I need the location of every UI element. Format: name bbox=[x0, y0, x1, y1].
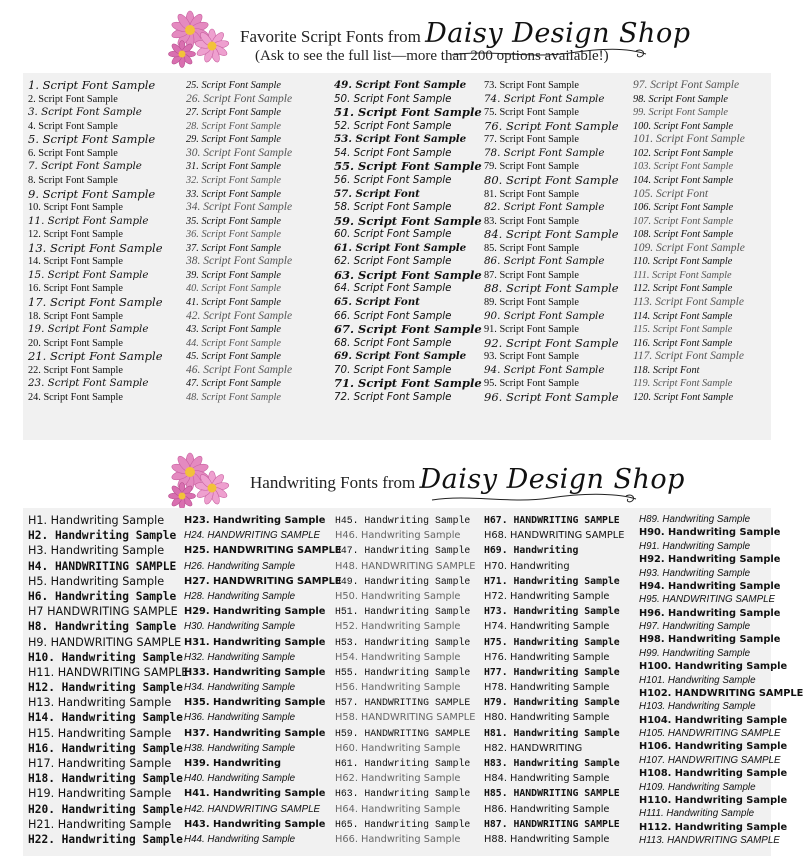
script-font-sample: 117. Script Font Sample bbox=[633, 350, 744, 363]
script-font-sample: 86. Script Font Sample bbox=[484, 255, 605, 268]
handwriting-font-sample: H106. Handwriting Sample bbox=[639, 741, 788, 753]
script-font-sample: 90. Script Font Sample bbox=[484, 309, 605, 322]
handwriting-font-sample: H28. Handwriting Sample bbox=[184, 590, 296, 602]
script-font-sample: 50. Script Font Sample bbox=[334, 92, 452, 105]
script-font-sample: 108. Script Font Sample bbox=[633, 229, 734, 241]
handwriting-font-sample: H83. Handwriting Sample bbox=[484, 758, 620, 769]
script-font-sample: 55. Script Font Sample bbox=[334, 159, 482, 174]
handwriting-font-sample: H95. HANDWRITING SAMPLE bbox=[639, 594, 776, 606]
script-font-sample: 88. Script Font Sample bbox=[484, 281, 619, 296]
handwriting-font-sample: H64. Handwriting Sample bbox=[335, 803, 461, 815]
handwriting-font-sample: H56. Handwriting Sample bbox=[335, 682, 461, 694]
handwriting-font-sample: H80. Handwriting Sample bbox=[484, 712, 610, 724]
script-font-sample: 75. Script Font Sample bbox=[484, 107, 579, 119]
script-font-sample: 57. Script Font bbox=[334, 187, 420, 200]
handwriting-font-sample: H19. Handwriting Sample bbox=[28, 787, 172, 801]
script-font-sample: 23. Script Font Sample bbox=[28, 377, 149, 390]
handwriting-title-prefix: Handwriting Fonts from bbox=[250, 473, 416, 492]
script-font-sample: 10. Script Font Sample bbox=[28, 202, 123, 214]
script-font-sample: 49. Script Font Sample bbox=[334, 79, 467, 91]
handwriting-font-sample: H79. Handwriting Sample bbox=[484, 697, 620, 709]
handwriting-font-sample: H111. Handwriting Sample bbox=[639, 808, 755, 820]
handwriting-font-sample: H63. Handwriting Sample bbox=[335, 788, 471, 800]
script-font-sample: 77. Script Font Sample bbox=[484, 134, 579, 146]
handwriting-fonts-header bbox=[0, 448, 794, 508]
handwriting-font-sample: H42. HANDWRITING SAMPLE bbox=[184, 803, 321, 815]
script-title-prefix: Favorite Script Fonts from bbox=[240, 27, 421, 46]
handwriting-font-sample: H84. Handwriting Sample bbox=[484, 773, 610, 785]
handwriting-font-sample: H98. Handwriting Sample bbox=[639, 634, 781, 646]
handwriting-font-sample: H27. HANDWRITING SAMPLE bbox=[184, 575, 342, 587]
handwriting-font-sample: H86. Handwriting Sample bbox=[484, 803, 610, 815]
handwriting-font-sample: H15. Handwriting Sample bbox=[28, 726, 172, 740]
handwriting-font-sample: H72. Handwriting Sample bbox=[484, 590, 610, 602]
handwriting-font-sample: H48. HANDWRITING SAMPLE bbox=[335, 560, 476, 572]
script-column-2 bbox=[186, 79, 334, 405]
handwriting-font-sample: H71. Handwriting Sample bbox=[484, 575, 620, 587]
handwriting-font-sample: H113. HANDWRITING SAMPLE bbox=[639, 835, 780, 846]
handwriting-font-sample: H35. Handwriting Sample bbox=[184, 697, 326, 709]
handwriting-font-sample: H13. Handwriting Sample bbox=[28, 696, 172, 710]
script-font-sample: 97. Script Font Sample bbox=[633, 79, 740, 91]
handwriting-font-sample: H68. HANDWRITING SAMPLE bbox=[484, 530, 625, 542]
swirl-flourish-icon bbox=[430, 492, 640, 506]
handwriting-font-sample: H9. HANDWRITING SAMPLE bbox=[28, 635, 182, 649]
script-font-sample: 83. Script Font Sample bbox=[484, 215, 579, 227]
handwriting-title bbox=[250, 464, 685, 495]
script-font-sample: 113. Script Font Sample bbox=[633, 296, 744, 308]
script-font-sample: 28. Script Font Sample bbox=[186, 120, 281, 132]
script-column-1 bbox=[28, 79, 176, 405]
handwriting-font-sample: H30. Handwriting Sample bbox=[184, 621, 296, 633]
script-font-sample: 41. Script Font Sample bbox=[186, 297, 281, 308]
script-column-4 bbox=[484, 79, 632, 405]
script-font-sample: 4. Script Font Sample bbox=[28, 120, 118, 132]
script-font-sample: 116. Script Font Sample bbox=[633, 337, 733, 349]
script-font-sample: 26. Script Font Sample bbox=[186, 92, 293, 105]
handwriting-font-sample: H26. Handwriting Sample bbox=[184, 560, 296, 572]
script-font-sample: 118. Script Font bbox=[633, 364, 700, 376]
script-font-sample: 17. Script Font Sample bbox=[28, 295, 163, 309]
handwriting-column-2 bbox=[184, 513, 342, 847]
script-font-sample: 44. Script Font Sample bbox=[186, 337, 281, 349]
script-font-sample: 37. Script Font Sample bbox=[186, 242, 281, 254]
handwriting-font-sample: H24. HANDWRITING SAMPLE bbox=[184, 530, 321, 542]
script-font-sample: 78. Script Font Sample bbox=[484, 146, 605, 159]
handwriting-font-sample: H65. Handwriting Sample bbox=[335, 818, 471, 830]
script-font-sample: 68. Script Font Sample bbox=[334, 336, 452, 349]
script-font-sample: 99. Script Font Sample bbox=[633, 107, 728, 119]
script-font-sample: 18. Script Font Sample bbox=[28, 310, 123, 322]
script-font-sample: 115. Script Font Sample bbox=[633, 324, 733, 336]
handwriting-font-sample: H70. Handwriting bbox=[484, 560, 570, 572]
script-font-sample: 33. Script Font Sample bbox=[186, 188, 281, 200]
script-font-sample: 91. Script Font Sample bbox=[484, 324, 579, 336]
handwriting-font-sample: H7 HANDWRITING SAMPLE bbox=[28, 605, 178, 619]
script-font-sample: 85. Script Font Sample bbox=[484, 242, 579, 254]
handwriting-font-sample: H78. Handwriting Sample bbox=[484, 682, 610, 694]
handwriting-font-sample: H38. Handwriting Sample bbox=[184, 742, 296, 754]
script-font-sample: 107. Script Font Sample bbox=[633, 215, 734, 227]
handwriting-font-sample: H100. Handwriting Sample bbox=[639, 661, 788, 673]
handwriting-font-sample: H99. Handwriting Sample bbox=[639, 647, 751, 659]
handwriting-font-sample: H3. Handwriting Sample bbox=[28, 544, 165, 558]
handwriting-font-sample: H46. Handwriting Sample bbox=[335, 530, 461, 542]
handwriting-font-sample: H47. Handwriting Sample bbox=[335, 545, 471, 557]
script-font-sample: 6. Script Font Sample bbox=[28, 147, 118, 159]
script-font-sample: 111. Script Font Sample bbox=[633, 269, 732, 281]
script-font-sample: 45. Script Font Sample bbox=[186, 351, 281, 363]
handwriting-font-sample: H5. Handwriting Sample bbox=[28, 574, 165, 588]
script-font-sample: 102. Script Font Sample bbox=[633, 147, 734, 159]
script-font-sample: 79. Script Font Sample bbox=[484, 161, 579, 173]
handwriting-font-sample: H1. Handwriting Sample bbox=[28, 514, 165, 527]
script-font-sample: 71. Script Font Sample bbox=[334, 376, 482, 391]
script-font-sample: 58. Script Font Sample bbox=[334, 201, 452, 214]
script-font-sample: 61. Script Font Sample bbox=[334, 241, 467, 254]
script-font-sample: 47. Script Font Sample bbox=[186, 378, 281, 390]
handwriting-font-sample: H21. Handwriting Sample bbox=[28, 817, 172, 831]
script-font-sample: 24. Script Font Sample bbox=[28, 391, 123, 403]
script-font-sample: 21. Script Font Sample bbox=[28, 349, 163, 364]
handwriting-font-sample: H49. Handwriting Sample bbox=[335, 575, 471, 587]
script-font-sample: 114. Script Font Sample bbox=[633, 310, 733, 322]
script-subtitle: (Ask to see the full list—more than 200 options available!) bbox=[255, 48, 609, 64]
handwriting-font-sample: H57. HANDWRITING SAMPLE bbox=[335, 697, 471, 709]
handwriting-font-sample: H34. Handwriting Sample bbox=[184, 682, 296, 694]
script-font-sample: 27. Script Font Sample bbox=[186, 107, 281, 119]
script-font-sample: 70. Script Font Sample bbox=[334, 363, 452, 376]
handwriting-font-sample: H25. HANDWRITING SAMPLE bbox=[184, 545, 342, 557]
handwriting-font-sample: H45. Handwriting Sample bbox=[335, 515, 471, 526]
handwriting-font-sample: H53. Handwriting Sample bbox=[335, 636, 471, 648]
handwriting-font-sample: H94. Handwriting Sample bbox=[639, 580, 781, 592]
script-font-sample: 20. Script Font Sample bbox=[28, 337, 123, 349]
script-font-sample: 112. Script Font Sample bbox=[633, 283, 733, 295]
script-font-sample: 7. Script Font Sample bbox=[28, 160, 142, 173]
script-font-sample: 16. Script Font Sample bbox=[28, 283, 123, 295]
script-font-sample: 62. Script Font Sample bbox=[334, 255, 452, 268]
script-font-sample: 2. Script Font Sample bbox=[28, 93, 118, 105]
script-font-sample: 54. Script Font Sample bbox=[334, 146, 452, 159]
handwriting-font-sample: H50. Handwriting Sample bbox=[335, 590, 461, 602]
script-font-sample: 104. Script Font Sample bbox=[633, 174, 734, 186]
handwriting-font-sample: H52. Handwriting Sample bbox=[335, 621, 461, 633]
script-font-sample: 101. Script Font Sample bbox=[633, 133, 745, 146]
script-font-sample: 81. Script Font Sample bbox=[484, 188, 579, 200]
handwriting-font-sample: H29. Handwriting Sample bbox=[184, 606, 326, 618]
script-font-sample: 32. Script Font Sample bbox=[186, 174, 281, 186]
handwriting-font-sample: H87. HANDWRITING SAMPLE bbox=[484, 818, 620, 830]
script-font-sample: 9. Script Font Sample bbox=[28, 186, 156, 201]
handwriting-font-sample: H2. Handwriting Sample bbox=[28, 529, 177, 543]
handwriting-font-sample: H110. Handwriting Sample bbox=[639, 794, 788, 806]
script-column-3 bbox=[334, 79, 482, 405]
script-font-sample: 11. Script Font Sample bbox=[28, 214, 149, 227]
handwriting-font-sample: H76. Handwriting Sample bbox=[484, 651, 610, 663]
script-font-sample: 56. Script Font Sample bbox=[334, 173, 452, 186]
handwriting-font-sample: H16. Handwriting Sample bbox=[28, 741, 183, 755]
script-title bbox=[240, 18, 690, 49]
script-font-sample: 98. Script Font Sample bbox=[633, 93, 728, 105]
script-font-sample: 109. Script Font Sample bbox=[633, 241, 745, 254]
script-font-sample: 65. Script Font bbox=[334, 296, 420, 308]
brand-logo: Daisy Design Shop bbox=[425, 18, 691, 49]
script-font-sample: 38. Script Font Sample bbox=[186, 255, 293, 268]
handwriting-font-sample: H4. HANDWRITING SAMPLE bbox=[28, 559, 177, 573]
handwriting-font-sample: H77. Handwriting Sample bbox=[484, 666, 620, 678]
brand-logo: Daisy Design Shop bbox=[419, 464, 685, 495]
script-font-sample: 59. Script Font Sample bbox=[334, 213, 482, 228]
script-font-sample: 3. Script Font Sample bbox=[28, 106, 142, 119]
script-font-sample: 51. Script Font Sample bbox=[334, 105, 482, 120]
script-font-sample: 53. Script Font Sample bbox=[334, 133, 467, 146]
script-font-sample: 63. Script Font Sample bbox=[334, 267, 482, 282]
handwriting-font-sample: H73. Handwriting Sample bbox=[484, 606, 620, 618]
script-font-sample: 106. Script Font Sample bbox=[633, 202, 734, 214]
script-font-sample: 76. Script Font Sample bbox=[484, 118, 619, 133]
handwriting-font-sample: H66. Handwriting Sample bbox=[335, 833, 461, 845]
script-font-sample: 64. Script Font Sample bbox=[334, 282, 452, 295]
script-font-sample: 120. Script Font Sample bbox=[633, 391, 734, 403]
script-column-5 bbox=[633, 79, 771, 405]
script-font-sample: 72. Script Font Sample bbox=[334, 390, 452, 403]
handwriting-font-sample: H23. Handwriting Sample bbox=[184, 515, 326, 526]
handwriting-font-sample: H6. Handwriting Sample bbox=[28, 589, 177, 603]
handwriting-font-sample: H12. Handwriting Sample bbox=[28, 681, 183, 695]
script-font-sample: 8. Script Font Sample bbox=[28, 174, 118, 186]
handwriting-font-sample: H10. Handwriting Sample bbox=[28, 650, 183, 664]
handwriting-font-sample: H14. Handwriting Sample bbox=[28, 711, 183, 725]
handwriting-font-sample: H43. Handwriting Sample bbox=[184, 818, 326, 830]
handwriting-font-sample: H20. Handwriting Sample bbox=[28, 802, 183, 816]
script-font-sample: 67. Script Font Sample bbox=[334, 322, 482, 337]
handwriting-font-sample: H51. Handwriting Sample bbox=[335, 606, 471, 618]
handwriting-font-sample: H11. HANDWRITING SAMPLE bbox=[28, 665, 189, 679]
handwriting-font-sample: H103. Handwriting Sample bbox=[639, 701, 756, 713]
script-font-sample: 22. Script Font Sample bbox=[28, 364, 123, 376]
script-font-sample: 103. Script Font Sample bbox=[633, 161, 734, 173]
handwriting-font-sample: H40. Handwriting Sample bbox=[184, 773, 296, 785]
handwriting-font-sample: H55. Handwriting Sample bbox=[335, 666, 471, 678]
handwriting-font-sample: H96. Handwriting Sample bbox=[639, 607, 781, 619]
handwriting-font-sample: H41. Handwriting Sample bbox=[184, 788, 326, 800]
handwriting-font-sample: H109. Handwriting Sample bbox=[639, 781, 756, 793]
handwriting-font-sample: H44. Handwriting Sample bbox=[184, 833, 296, 845]
script-font-sample: 52. Script Font Sample bbox=[334, 119, 452, 132]
handwriting-font-sample: H82. HANDWRITING bbox=[484, 742, 583, 754]
script-font-sample: 66. Script Font Sample bbox=[334, 309, 452, 322]
handwriting-font-sample: H36. Handwriting Sample bbox=[184, 712, 296, 724]
handwriting-font-sample: H58. HANDWRITING SAMPLE bbox=[335, 712, 476, 724]
daisy-flower-icon bbox=[166, 8, 236, 70]
script-font-sample: 39. Script Font Sample bbox=[186, 269, 281, 281]
handwriting-font-sample: H92. Handwriting Sample bbox=[639, 554, 781, 566]
script-font-sample: 84. Script Font Sample bbox=[484, 227, 619, 242]
handwriting-font-sample: H59. HANDWRITING SAMPLE bbox=[335, 727, 471, 739]
handwriting-font-sample: H105. HANDWRITING SAMPLE bbox=[639, 728, 781, 739]
script-font-sample: 82. Script Font Sample bbox=[484, 201, 605, 214]
script-font-sample: 34. Script Font Sample bbox=[186, 201, 293, 214]
handwriting-font-sample: H32. Handwriting Sample bbox=[184, 651, 296, 663]
handwriting-font-sample: H104. Handwriting Sample bbox=[639, 714, 788, 726]
handwriting-font-sample: H108. Handwriting Sample bbox=[639, 768, 788, 780]
script-font-sample: 25. Script Font Sample bbox=[186, 80, 281, 91]
script-font-sample: 1. Script Font Sample bbox=[28, 78, 156, 92]
handwriting-column-4 bbox=[484, 513, 634, 847]
script-font-sample: 87. Script Font Sample bbox=[484, 269, 579, 281]
script-font-sample: 48. Script Font Sample bbox=[186, 391, 281, 403]
script-font-sample: 5. Script Font Sample bbox=[28, 132, 156, 147]
script-font-sample: 43. Script Font Sample bbox=[186, 324, 281, 336]
script-font-sample: 73. Script Font Sample bbox=[484, 80, 579, 91]
handwriting-font-sample: H62. Handwriting Sample bbox=[335, 773, 461, 785]
script-font-sample: 14. Script Font Sample bbox=[28, 256, 123, 268]
handwriting-font-sample: H31. Handwriting Sample bbox=[184, 636, 326, 648]
handwriting-font-sample: H37. Handwriting Sample bbox=[184, 727, 326, 739]
script-font-sample: 74. Script Font Sample bbox=[484, 92, 605, 105]
handwriting-font-sample: H89. Handwriting Sample bbox=[639, 514, 751, 525]
script-font-sample: 96. Script Font Sample bbox=[484, 389, 619, 404]
handwriting-font-sample: H112. Handwriting Sample bbox=[639, 821, 788, 833]
script-font-sample: 89. Script Font Sample bbox=[484, 297, 579, 308]
script-font-sample: 42. Script Font Sample bbox=[186, 309, 293, 322]
script-font-sample: 80. Script Font Sample bbox=[484, 172, 619, 187]
script-font-sample: 105. Script Font bbox=[633, 187, 709, 200]
script-font-sample: 29. Script Font Sample bbox=[186, 134, 281, 146]
script-fonts-header bbox=[0, 0, 794, 70]
handwriting-font-sample: H101. Handwriting Sample bbox=[639, 674, 756, 686]
handwriting-font-sample: H102. HANDWRITING SAMPLE bbox=[639, 687, 803, 699]
script-font-sample: 69. Script Font Sample bbox=[334, 350, 467, 363]
handwriting-font-sample: H18. Handwriting Sample bbox=[28, 772, 183, 786]
handwriting-font-sample: H90. Handwriting Sample bbox=[639, 527, 781, 539]
handwriting-font-sample: H17. Handwriting Sample bbox=[28, 757, 172, 770]
script-font-sample: 35. Script Font Sample bbox=[186, 215, 281, 227]
handwriting-font-sample: H74. Handwriting Sample bbox=[484, 621, 610, 633]
script-font-sample: 100. Script Font Sample bbox=[633, 120, 734, 132]
handwriting-column-3 bbox=[335, 513, 485, 847]
script-font-sample: 40. Script Font Sample bbox=[186, 283, 281, 295]
handwriting-font-sample: H69. Handwriting bbox=[484, 545, 579, 557]
script-font-sample: 92. Script Font Sample bbox=[484, 335, 619, 350]
handwriting-font-sample: H61. Handwriting Sample bbox=[335, 758, 471, 769]
script-font-sample: 46. Script Font Sample bbox=[186, 363, 293, 376]
script-font-sample: 119. Script Font Sample bbox=[633, 378, 733, 390]
script-font-sample: 31. Script Font Sample bbox=[186, 161, 281, 173]
handwriting-font-sample: H54. Handwriting Sample bbox=[335, 651, 461, 663]
handwriting-font-sample: H75. Handwriting Sample bbox=[484, 636, 620, 648]
script-font-sample: 19. Script Font Sample bbox=[28, 323, 149, 336]
daisy-flower-icon bbox=[166, 450, 236, 512]
handwriting-font-sample: H81. Handwriting Sample bbox=[484, 727, 620, 739]
script-font-sample: 13. Script Font Sample bbox=[28, 240, 163, 255]
handwriting-font-sample: H39. Handwriting bbox=[184, 758, 282, 769]
handwriting-font-sample: H22. Handwriting Sample bbox=[28, 832, 183, 846]
handwriting-font-sample: H88. Handwriting Sample bbox=[484, 833, 610, 845]
handwriting-font-sample: H93. Handwriting Sample bbox=[639, 567, 751, 579]
handwriting-column-5 bbox=[639, 513, 803, 847]
script-font-sample: 110. Script Font Sample bbox=[633, 256, 733, 268]
script-font-sample: 94. Script Font Sample bbox=[484, 363, 605, 376]
handwriting-font-sample: H107. HANDWRITING SAMPLE bbox=[639, 754, 781, 766]
handwriting-font-sample: H60. Handwriting Sample bbox=[335, 742, 461, 754]
script-font-sample: 15. Script Font Sample bbox=[28, 268, 149, 281]
handwriting-font-sample: H85. HANDWRITING SAMPLE bbox=[484, 788, 620, 800]
handwriting-column-1 bbox=[28, 513, 189, 847]
script-font-sample: 95. Script Font Sample bbox=[484, 378, 579, 390]
handwriting-font-sample: H91. Handwriting Sample bbox=[639, 540, 751, 552]
handwriting-font-sample: H97. Handwriting Sample bbox=[639, 621, 751, 632]
script-font-sample: 60. Script Font Sample bbox=[334, 228, 452, 241]
handwriting-font-sample: H8. Handwriting Sample bbox=[28, 620, 177, 634]
script-font-sample: 36. Script Font Sample bbox=[186, 229, 281, 241]
handwriting-font-sample: H33. Handwriting Sample bbox=[184, 666, 326, 678]
script-font-sample: 30. Script Font Sample bbox=[186, 146, 293, 159]
handwriting-font-sample: H67. HANDWRITING SAMPLE bbox=[484, 515, 620, 526]
script-font-sample: 12. Script Font Sample bbox=[28, 229, 123, 241]
script-font-sample: 93. Script Font Sample bbox=[484, 351, 579, 363]
